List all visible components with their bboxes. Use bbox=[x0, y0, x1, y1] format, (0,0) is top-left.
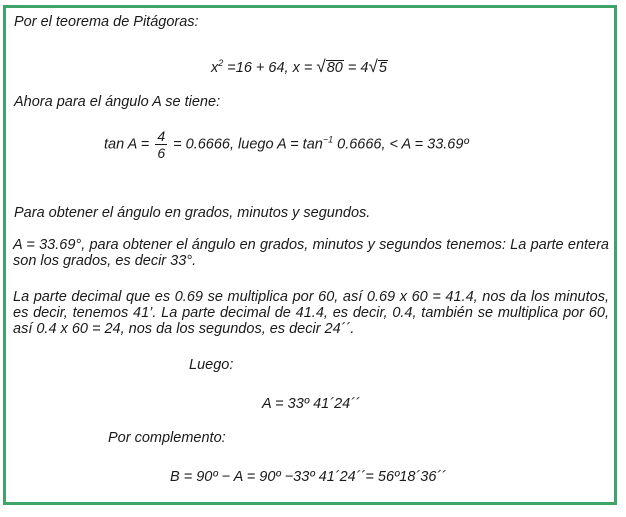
angle-intro-text: Ahora para el ángulo A se tiene: bbox=[14, 94, 221, 110]
result-a: A = 33º 41´24´´ bbox=[262, 396, 360, 412]
tangent-equation bbox=[104, 128, 469, 161]
eq2-lhs: tan A = bbox=[104, 136, 150, 153]
paragraph-decimals: La parte decimal que es 0.69 se multiplica por 60, así 0.69 x 60 = 41.4, nos da los minutos, es decir, tenemos 41’. La parte decimal de 41.4, es decir, 0.4, también se multiplica por 60, así 0.4 x 60 = 24, nos da los segundos, es decir 24´´. bbox=[13, 289, 609, 337]
result-b: B = 90º − A = 90º −33º 41´24´´= 56º18´36´´ bbox=[170, 469, 447, 485]
intro-text: Por el teorema de Pitágoras: bbox=[14, 14, 199, 30]
fraction-numerator: 4 bbox=[157, 128, 166, 144]
section-heading: Para obtener el ángulo en grados, minutos y segundos. bbox=[14, 205, 371, 221]
eq1-exponent: 2 bbox=[218, 58, 224, 68]
eq1-radicand-2: 5 bbox=[378, 60, 387, 76]
eq2-exponent: −1 bbox=[322, 134, 334, 145]
eq1-left: x bbox=[211, 60, 219, 76]
complement-label: Por complemento: bbox=[108, 430, 226, 446]
sqrt-symbol-1: √ bbox=[316, 57, 326, 76]
luego-label: Luego: bbox=[189, 357, 234, 373]
eq1-radicand-1: 80 bbox=[326, 60, 343, 76]
pythagoras-equation bbox=[211, 57, 388, 77]
fraction-denominator: 6 bbox=[157, 145, 166, 161]
eq1-equals: = 4 bbox=[347, 60, 369, 76]
sqrt-symbol-2: √ bbox=[368, 57, 378, 76]
eq1-middle: =16 + 64, x = bbox=[227, 60, 313, 76]
paragraph-degrees: A = 33.69°, para obtener el ángulo en grados, minutos y segundos tenemos: La parte entera son los grados, es decir 33°. bbox=[13, 237, 609, 269]
eq2-rest-2: 0.6666, < A = 33.69º bbox=[337, 136, 469, 153]
eq2-rest-1: = 0.6666, luego A = tan bbox=[173, 136, 323, 153]
fraction bbox=[155, 128, 167, 161]
